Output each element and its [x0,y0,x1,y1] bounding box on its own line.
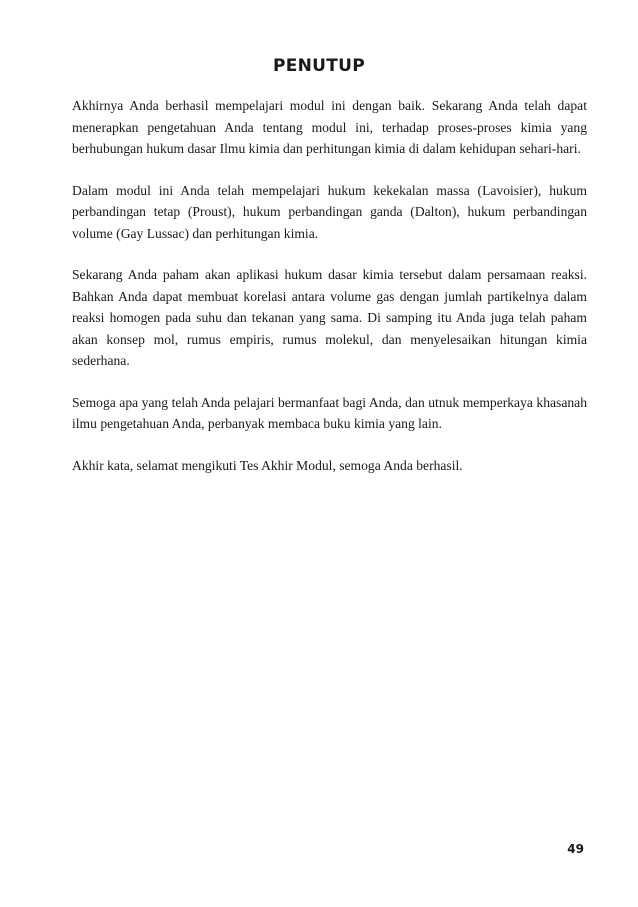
paragraph-5: Akhir kata, selamat mengikuti Tes Akhir Modul, semoga Anda berhasil. [72,457,463,473]
page-title: PENUTUP [272,56,366,76]
paragraph-3: Sekarang Anda paham akan aplikasi hukum dasar kimia tersebut dalam persamaan reaksi. Bahkan Anda dapat membuat korelasi antara volume gas dengan jumlah partikelnya dalam reaksi homogen pada suhu dan tekanan yang sama. Di samping itu Anda juga telah paham akan konsep mol, rumus empiris, rumus molekul, dan menyelesaikan hitungan kimia sederhana. [72,267,587,368]
page-number: 49 [567,842,584,856]
body-text [72,95,587,496]
paragraph-2: Dalam modul ini Anda telah mempelajari hukum kekekalan massa (Lavoisier), hukum perbandingan tetap (Proust), hukum perbandingan ganda (Dalton), hukum perbandingan volume (Gay Lussac) dan perhitungan kimia. [72,182,587,241]
paragraph-1: Akhirnya Anda berhasil mempelajari modul ini dengan baik. Sekarang Anda telah dapat menerapkan pengetahuan Anda tentang modul ini, terhadap proses-proses kimia yang berhubungan hukum dasar Ilmu kimia dan perhitungan kimia di dalam kehidupan sehari-hari. [72,98,587,156]
paragraph-4: Semoga apa yang telah Anda pelajari bermanfaat bagi Anda, dan utnuk memperkaya khasanah ilmu pengetahuan Anda, perbanyak membaca buku kimia yang lain. [72,394,587,431]
